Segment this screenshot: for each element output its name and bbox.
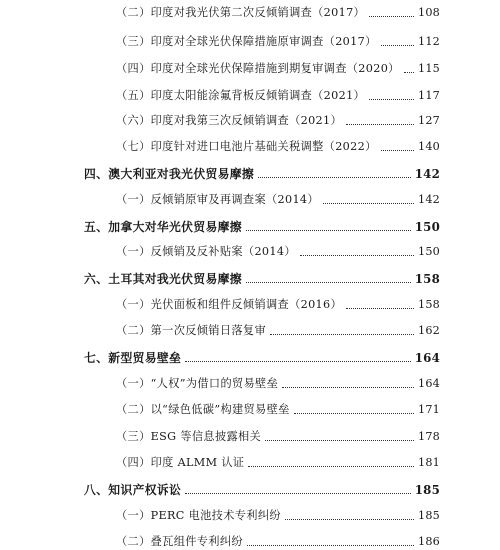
toc-entry-title: （一）PERC 电池技术专利纠纷 (116, 509, 281, 522)
toc-page-number: 158 (418, 298, 440, 311)
toc-subsection-entry (116, 428, 440, 444)
toc-page-number: 117 (418, 89, 440, 102)
toc-section-entry (84, 481, 440, 497)
toc-subsection-entry (116, 296, 440, 312)
dot-leader (381, 150, 414, 151)
toc-entry-title: （一）反倾销原审及再调查案（2014） (116, 193, 319, 206)
dot-leader (346, 124, 414, 125)
toc-entry-title: 四、澳大利亚对我光伏贸易摩擦 (84, 167, 255, 181)
toc-page-number: 185 (418, 509, 440, 522)
dot-leader (282, 387, 414, 388)
toc-page-number: 127 (418, 114, 440, 127)
toc-subsection-entry (116, 112, 440, 128)
dot-leader (294, 413, 414, 414)
toc-entry-title: （七）印度针对进口电池片基础关税调整（2022） (116, 140, 377, 153)
toc-page-number: 185 (414, 483, 440, 497)
toc-entry-title: （二）印度对我光伏第二次反倾销调查（2017） (116, 6, 366, 19)
dot-leader (246, 230, 411, 231)
toc-entry-title: （二）叠瓦组件专利纠纷 (116, 535, 243, 548)
toc-entry-title: （五）印度太阳能涂氟背板反倾销调查（2021） (116, 89, 366, 102)
dot-leader (248, 466, 414, 467)
toc-page-number: 178 (418, 430, 440, 443)
toc-subsection-entry (116, 33, 440, 49)
toc-section-entry (84, 218, 440, 234)
toc-page-number: 150 (414, 220, 440, 234)
toc-subsection-entry (116, 87, 440, 103)
dot-leader (404, 72, 414, 73)
toc-page-number: 186 (418, 535, 440, 548)
toc-page-number: 108 (418, 6, 440, 19)
toc-entry-title: 七、新型贸易壁垒 (84, 351, 182, 365)
toc-subsection-entry (116, 401, 440, 417)
dot-leader (300, 255, 414, 256)
dot-leader (369, 16, 414, 17)
toc-entry-title: 八、知识产权诉讼 (84, 483, 182, 497)
toc-subsection-entry (116, 138, 440, 154)
dot-leader (247, 545, 414, 546)
dot-leader (258, 177, 411, 178)
toc-subsection-entry (116, 243, 440, 259)
dot-leader (285, 519, 414, 520)
toc-subsection-entry (116, 60, 440, 76)
toc-page-number: 181 (418, 456, 440, 469)
toc-page-number: 112 (418, 35, 440, 48)
dot-leader (323, 203, 414, 204)
dot-leader (185, 493, 411, 494)
toc-entry-title: （一）“人权”为借口的贸易壁垒 (116, 377, 279, 390)
toc-page-number: 142 (418, 193, 440, 206)
toc-subsection-entry (116, 454, 440, 470)
toc-page-number: 162 (418, 324, 440, 337)
toc-page-number: 150 (418, 245, 440, 258)
toc-subsection-entry (116, 191, 440, 207)
toc-subsection-entry (116, 322, 440, 338)
toc-subsection-entry (116, 4, 440, 20)
toc-entry-title: （二）以“绿色低碳”构建贸易壁垒 (116, 403, 290, 416)
toc-entry-title: 六、土耳其对我光伏贸易摩擦 (84, 272, 242, 286)
toc-entry-title: （四）印度 ALMM 认证 (116, 456, 245, 469)
toc-subsection-entry (116, 375, 440, 391)
toc-section-entry (84, 349, 440, 365)
dot-leader (346, 308, 414, 309)
toc-entry-title: （三）印度对全球光伏保障措施原审调查（2017） (116, 35, 377, 48)
dot-leader (381, 45, 414, 46)
dot-leader (265, 440, 414, 441)
toc-page-number: 158 (414, 272, 440, 286)
toc-section-entry (84, 270, 440, 286)
toc-entry-title: 五、加拿大对华光伏贸易摩擦 (84, 220, 242, 234)
dot-leader (185, 361, 411, 362)
toc-page-number: 142 (414, 167, 440, 181)
toc-entry-title: （一）光伏面板和组件反倾销调查（2016） (116, 298, 343, 311)
toc-section-entry (84, 165, 440, 181)
dot-leader (369, 99, 414, 100)
toc-entry-title: （三）ESG 等信息披露相关 (116, 430, 262, 443)
toc-entry-title: （四）印度对全球光伏保障措施到期复审调查（2020） (116, 62, 400, 75)
toc-subsection-entry (116, 507, 440, 523)
toc-page-number: 115 (418, 62, 440, 75)
toc-entry-title: （一）反倾销及反补贴案（2014） (116, 245, 296, 258)
dot-leader (246, 282, 411, 283)
toc-page-number: 171 (418, 403, 440, 416)
dot-leader (270, 334, 414, 335)
toc-page-number: 164 (418, 377, 440, 390)
toc-page-number: 164 (414, 351, 440, 365)
toc-page-number: 140 (418, 140, 440, 153)
toc-entry-title: （二）第一次反倾销日落复审 (116, 324, 266, 337)
toc-entry-title: （六）印度对我第三次反倾销调查（2021） (116, 114, 343, 127)
toc-subsection-entry (116, 533, 440, 549)
